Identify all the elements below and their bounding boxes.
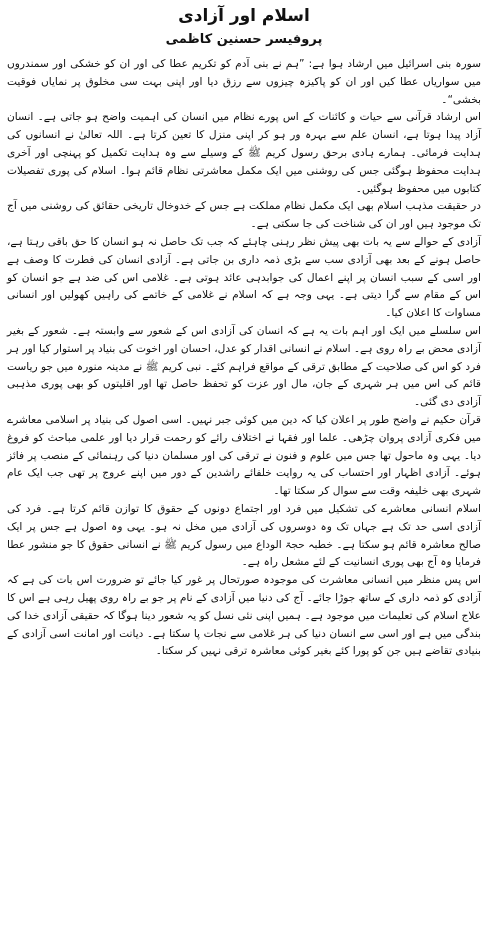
paragraph-5: اس سلسلے میں ایک اور اہم بات یہ ہے کہ انسان کی آزادی اس کے شعور سے وابستہ ہے۔ شعور کے بغیر آزادی محض بے راہ روی ہے۔ اسلام نے انسانی اقدار کو عدل، احسان اور اخوت کی بنیاد پر استوار کیا اور ہر فرد کو اس کی صلاحیت کے مطابق ترقی کے مواقع فراہم کئے۔ نبی کریم ﷺ نے مدینہ منورہ میں جو ریاست قائم کی اس میں ہر شہری کے جان، مال اور عزت کو تحفظ حاصل تھا اور اقلیتوں کو بھی پوری مذہبی آزادی دی گئی۔ [7,324,481,409]
paragraph-3: در حقیقت مذہب اسلام بھی ایک مکمل نظام مملکت ہے جس کے خدوخال تاریخی حقائق کی روشنی میں آج تک موجود ہیں اور ان کی شناخت کی جا سکتی ہے۔ [7,200,481,231]
paragraph-2: اس ارشاد قرآنی سے حیات و کائنات کے اس پورے نظام میں انسان کی اہمیت واضح ہو جاتی ہے۔ انسان آزاد پیدا ہوتا ہے، انسان علم سے بہرہ ور ہو کر اپنی منزل کا تعین کرتا ہے۔ اللہ تعالیٰ نے انسانوں کی ہدایت فرمائی۔ ہمارے ہادی برحق رسول کریم ﷺ کے وسیلے سے وہ ہدایت تکمیل کو پہنچی اور آخری ہدایت محفوظ ہوگئی جس کی روشنی میں ایک مکمل معاشرتی نظام قائم ہوا۔ اسلام کی پوری تفصیلات کتابوں میں محفوظ ہوگئیں۔ [7,111,481,195]
paragraph-7: اسلام انسانی معاشرے کی تشکیل میں فرد اور اجتماع دونوں کے حقوق کا توازن قائم کرتا ہے۔ فرد کی آزادی اسی حد تک ہے جہاں تک وہ دوسروں کی آزادی میں مخل نہ ہو۔ یہی وہ اصول ہے جس پر ایک صالح معاشرہ قائم ہو سکتا ہے۔ خطبہ حجۃ الوداع میں رسول کریم ﷺ نے انسانی حقوق کا جو منشور عطا فرمایا وہ آج بھی پوری انسانیت کے لئے مشعل راہ ہے۔ [7,502,481,569]
author-byline: پروفیسر حسنین کاظمی [165,32,323,47]
article-title: اسلام اور آزادی [178,6,310,26]
paragraph-1: سورہ بنی اسرائیل میں ارشاد ہوا ہے: ”ہم نے بنی آدم کو تکریم عطا کی اور ان کو خشکی اور سمندروں میں سواریاں عطا کیں اور ان کو پاکیزہ چیزوں سے رزق دیا اور اپنی بہت سی مخلوق پر نمایاں فوقیت بخشی“۔ [7,58,481,106]
paragraph-8: اس پس منظر میں انسانی معاشرت کی موجودہ صورتحال پر غور کیا جائے تو ضرورت اس بات کی ہے کہ آزادی کو ذمہ داری کے ساتھ جوڑا جائے۔ آج کی دنیا میں آزادی کے نام پر جو بے راہ روی پھیل رہی ہے اس کا علاج اسلام کی تعلیمات میں موجود ہے۔ ہمیں اپنی نئی نسل کو یہ شعور دینا ہوگا کہ حقیقی آزادی خدا کی بندگی میں ہے اور اسی سے انسان دنیا کی ہر غلامی سے نجات پا سکتا ہے۔ دیانت اور امانت اسی آزادی کے بنیادی تقاضے ہیں جن کو پورا کئے بغیر کوئی معاشرہ ترقی نہیں کر سکتا۔ [7,574,481,658]
article-body [7,56,481,661]
paragraph-6: قرآن حکیم نے واضح طور پر اعلان کیا کہ دین میں کوئی جبر نہیں۔ اسی اصول کی بنیاد پر اسلامی معاشرے میں فکری آزادی پروان چڑھی۔ علما اور فقہا نے اختلاف رائے کو رحمت قرار دیا اور علمی مباحث کو فروغ دیا۔ یہی وہ ماحول تھا جس میں علوم و فنون نے ترقی کی اور مسلمان دنیا کی رہنمائی کے منصب پر فائز ہوئے۔ آزادی اظہار اور احتساب کی یہ روایت خلفائے راشدین کے دور میں اپنے عروج پر تھی جب ایک عام شہری بھی خلیفہ وقت سے سوال کر سکتا تھا۔ [7,413,481,498]
paragraph-4: آزادی کے حوالے سے یہ بات بھی پیش نظر رہنی چاہئے کہ جب تک حاصل نہ ہو انسان کا حق باقی رہتا ہے، حاصل ہونے کے بعد بھی آزادی سب سے بڑی ذمہ داری بن جاتی ہے۔ آزادی انسان کی فطرت کا وصف ہے اور اسی کے سبب انسان پر اپنے اعمال کی جوابدہی عائد ہوتی ہے۔ غلامی اس کی ضد ہے جو انسان کو اس کے مقام سے گرا دیتی ہے۔ یہی وجہ ہے کہ اسلام نے غلامی کے خاتمے کی راہیں کھولیں اور انسانی مساوات کا اعلان کیا۔ [7,235,481,320]
